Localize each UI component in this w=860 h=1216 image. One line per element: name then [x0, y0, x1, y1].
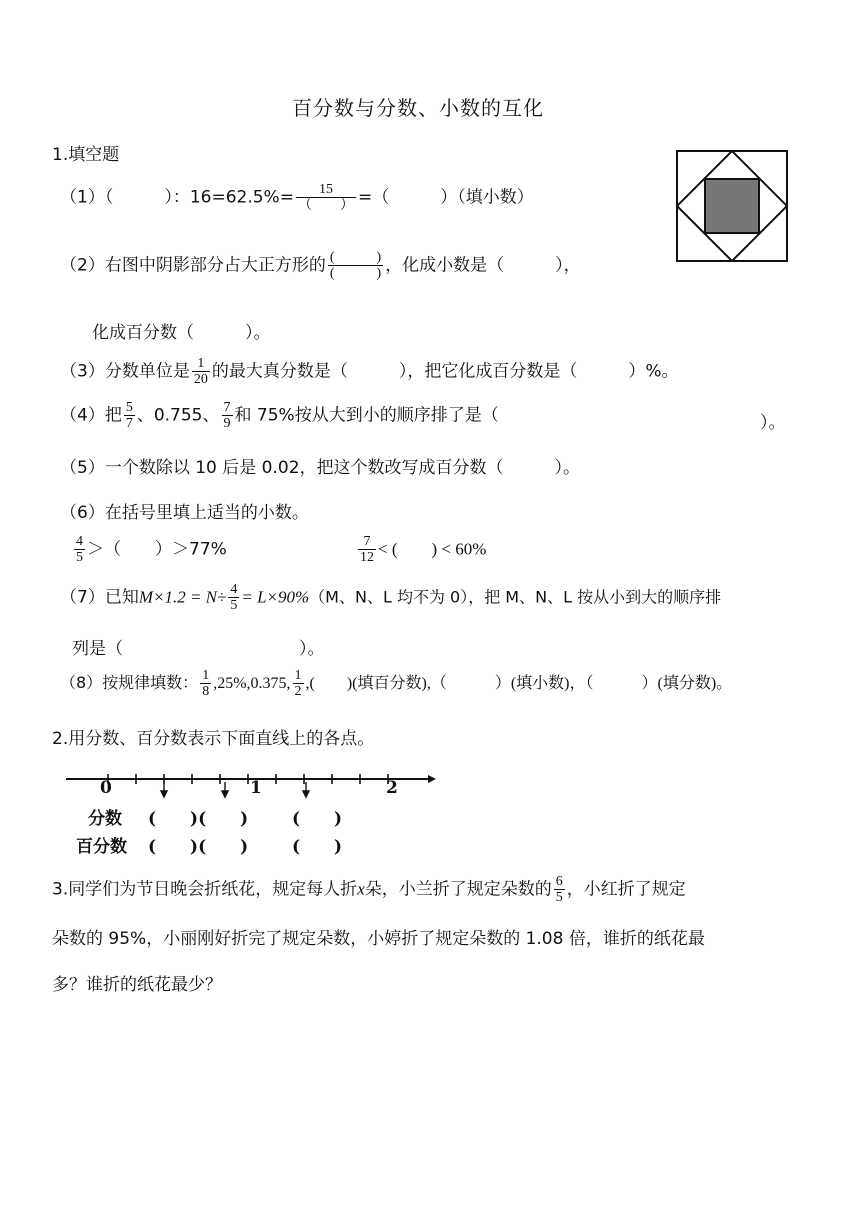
q1-fraction [296, 182, 356, 213]
q6-left-rest: ＞（ ）＞77% [87, 539, 227, 560]
q7-expr2: = L×90% [241, 587, 310, 607]
q3-text-b: 的最大真分数是（ ），把它化成百分数是（ ）%。 [211, 361, 679, 382]
section3-frac-den: 5 [555, 890, 563, 905]
q8-fraction-1 [200, 668, 211, 699]
q4-f1-num: 5 [125, 400, 133, 415]
q1-line [60, 182, 534, 213]
section3-line1 [52, 874, 686, 905]
q7-frac-den: 5 [230, 598, 238, 613]
q7-line2-text: 列是（ [72, 639, 123, 659]
q3-frac-num: 1 [197, 356, 205, 371]
q6-left-compare [72, 534, 227, 565]
q8-line [60, 668, 732, 699]
q4-text-b: 、0.755、 [136, 405, 220, 426]
tick-label-0: 0 [100, 778, 112, 798]
section3-frac-num: 6 [555, 874, 563, 889]
q7-text-a: （7）已知 [60, 587, 139, 608]
q6-left-num: 4 [76, 534, 83, 549]
q7-line2 [72, 634, 325, 659]
q3-frac-den: 20 [193, 372, 208, 387]
q6-right-fraction [358, 534, 376, 565]
q7-frac-num: 4 [230, 582, 238, 597]
section3-line3: 多？谁折的纸花最少？ [52, 975, 222, 995]
q6-left-den: 5 [76, 550, 83, 565]
q1-frac-den: （ ） [297, 198, 354, 213]
q8-f2-num: 1 [294, 668, 302, 683]
q6-left-fraction [74, 534, 85, 565]
q2-text-a: （2）右图中阴影部分占大正方形的 [60, 255, 326, 276]
q7-text-b: （M、N、L 均不为 0），把 M、N、L 按从小到大的顺序排 [309, 587, 722, 607]
q4-f2-num: 7 [223, 400, 231, 415]
q3-text-a: （3）分数单位是 [60, 361, 190, 382]
q1-text-b: =（ ）（填小数） [357, 187, 534, 208]
q8-fraction-2 [293, 668, 304, 699]
section3-text-c: ，小红折了规定 [566, 879, 686, 900]
tick-label-1: 1 [250, 778, 262, 798]
q4-line [60, 400, 499, 431]
q2-line [60, 250, 581, 281]
q5-line: （5）一个数除以 10 后是 0.02，把这个数改写成百分数（ ）。 [60, 458, 581, 478]
row1-blanks-a: ( )( ) [148, 809, 249, 829]
q8-f1-num: 1 [202, 668, 210, 683]
q1-text-a: （1）（ ）：16=62.5%= [60, 187, 294, 208]
q2-line2: 化成百分数（ ）。 [92, 323, 271, 343]
q8-text-b: ,( )(填百分数),（ ）(填小数)，（ ）(填分数)。 [305, 675, 733, 692]
row2-blanks-a: ( )( ) [148, 837, 249, 857]
square-figure [676, 150, 788, 262]
q4-fraction-1 [124, 400, 135, 431]
q4-f2-den: 9 [223, 416, 231, 431]
q8-text-a: （8）按规律填数： [60, 673, 199, 692]
section3-line2: 朵数的 95%，小丽刚好折完了规定朵数，小婷折了规定朵数的 1.08 倍，谁折的纸花最 [52, 929, 705, 949]
row-label-percent: 百分数 [76, 837, 127, 857]
q2-frac-den: ( ) [329, 266, 382, 281]
q6-right-compare [356, 534, 486, 565]
q6-right-rest: < ( ) < 60% [378, 539, 487, 559]
q3-fraction [192, 356, 210, 387]
row1-blanks-b: ( ) [292, 809, 343, 829]
q7-line2-end: ）。 [299, 639, 325, 659]
q4-text-a: （4）把 [60, 405, 122, 426]
tick-label-2: 2 [386, 778, 398, 798]
q6-line: （6）在括号里填上适当的小数。 [60, 503, 309, 523]
q8-f2-den: 2 [294, 684, 302, 699]
section3-var: x [357, 879, 365, 899]
q3-line [60, 356, 678, 387]
section3-fraction [554, 874, 565, 905]
section2-heading: 2.用分数、百分数表示下面直线上的各点。 [52, 729, 375, 749]
q2-fraction [328, 250, 383, 281]
q8-mid: ,25%,0.375, [213, 675, 291, 692]
q7-line [60, 582, 721, 613]
q2-text-b: ，化成小数是（ ）， [385, 255, 581, 276]
row2-blanks-b: ( ) [292, 837, 343, 857]
q4-text-c: 和 75%按从大到小的顺序排了是（ [234, 405, 499, 426]
section3-text-a: 3.同学们为节日晚会折纸花，规定每人折 [52, 879, 358, 900]
q4-fraction-2 [222, 400, 233, 431]
page-title: 百分数与分数、小数的互化 [292, 96, 544, 120]
section1-heading: 1.填空题 [52, 145, 120, 165]
q6-right-num: 7 [363, 534, 371, 549]
q4-f1-den: 7 [125, 416, 133, 431]
q6-right-den: 12 [360, 550, 374, 565]
q7-expr1: M×1.2 = N÷ [138, 587, 227, 607]
q1-frac-num: 15 [318, 182, 333, 197]
q8-f1-den: 8 [202, 684, 210, 699]
q4-close: ）。 [760, 413, 786, 433]
row-label-fraction: 分数 [88, 809, 122, 829]
section3-text-b: 朵，小兰折了规定朵数的 [364, 879, 552, 900]
q7-fraction [228, 582, 239, 613]
q2-frac-num: ( ) [329, 250, 382, 265]
